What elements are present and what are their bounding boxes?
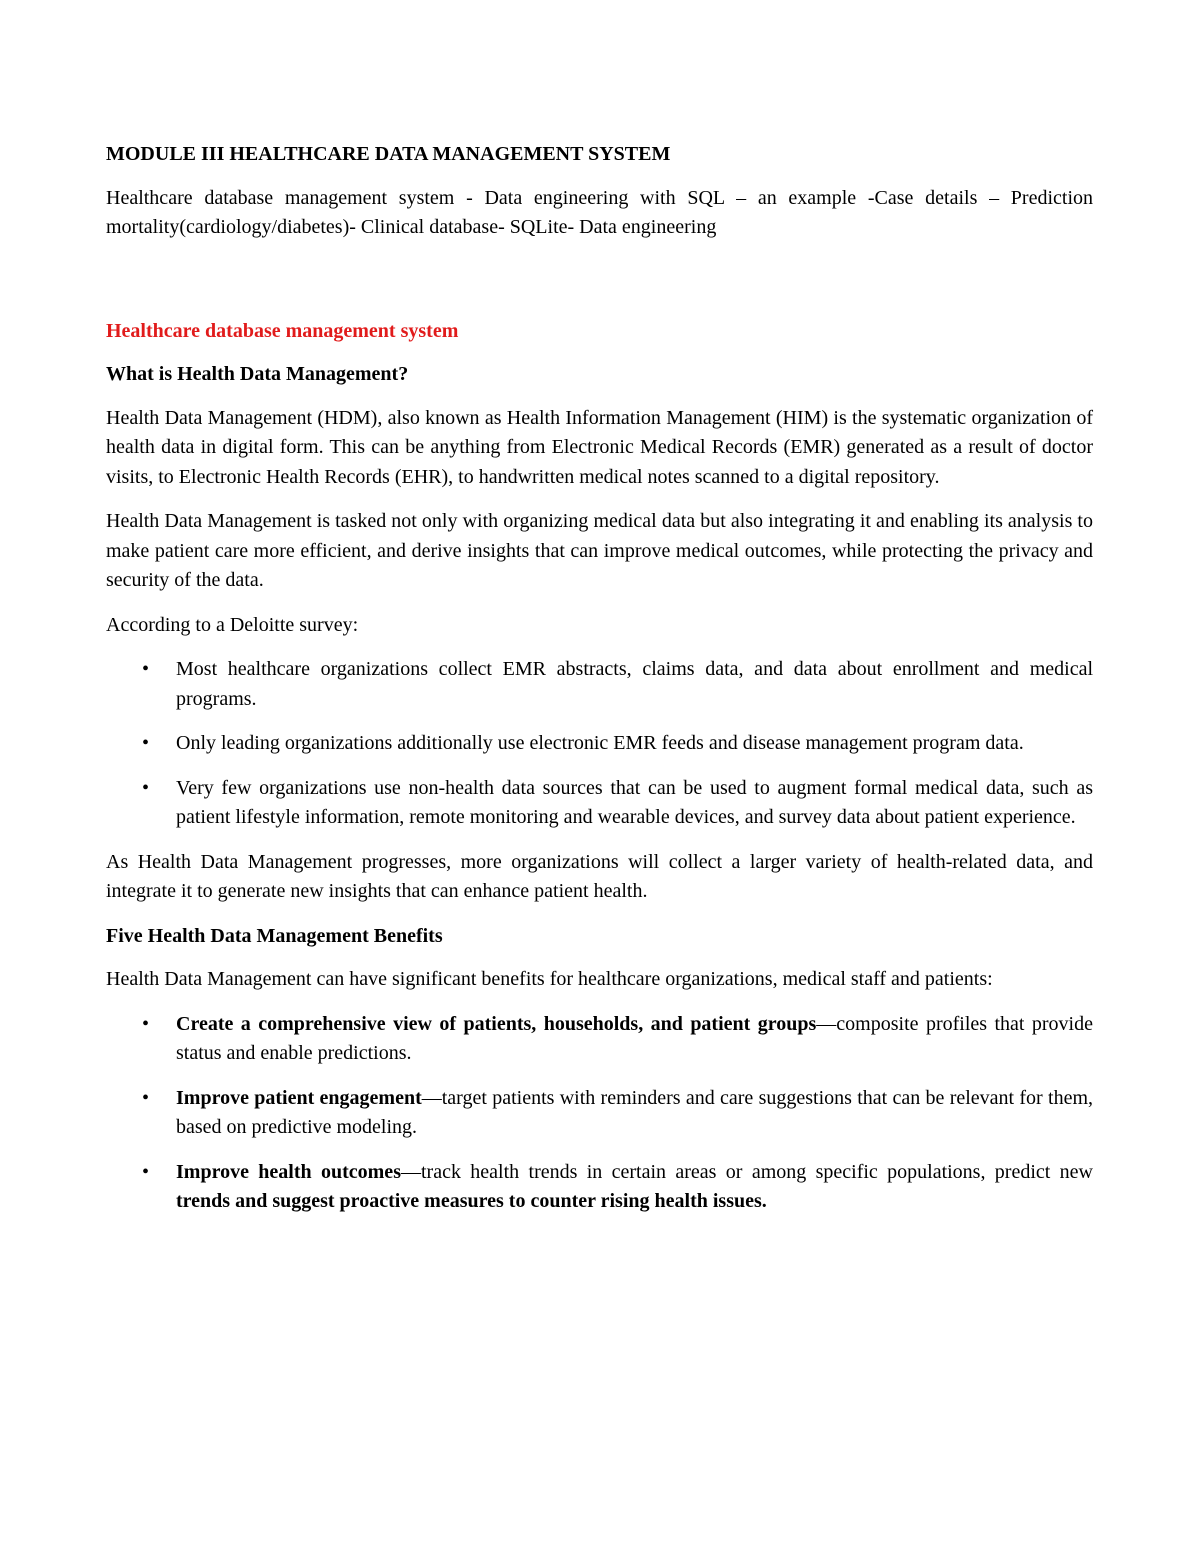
- list-item-text: Only leading organizations additionally use electronic EMR feeds and disease management program data.: [176, 732, 1024, 754]
- benefit-title: Create a comprehensive view of patients, households, and patient groups: [176, 1012, 817, 1035]
- paragraph-hdm-definition: Health Data Management (HDM), also known as Health Information Management (HIM) is the systematic organization of health data in digital form. This can be anything from Electronic Medical Records (EMR) generated as a result of doctor visits, to Electronic Health Records (EHR), to handwritten medical notes scanned to a digital repository.: [106, 406, 1093, 488]
- list-item: [106, 1158, 1093, 1217]
- benefit-description: —track health trends in certain areas or among specific populations, predict new: [400, 1160, 1094, 1183]
- module-title: MODULE III HEALTHCARE DATA MANAGEMENT SYSTEM: [106, 143, 671, 165]
- list-item: [106, 1084, 1093, 1143]
- bullet-icon: •: [142, 658, 150, 680]
- bullet-icon: •: [142, 1160, 150, 1183]
- paragraph-hdm-tasks: Health Data Management is tasked not only with organizing medical data but also integrating it and enabling its analysis to make patient care more efficient, and derive insights that can improve medical outcomes, while protecting the privacy and security of the data.: [106, 510, 1093, 591]
- subheading-what-is-hdm: What is Health Data Management?: [106, 363, 409, 385]
- benefit-description-emphasis: trends and suggest proactive measures to counter rising health issues.: [176, 1190, 767, 1212]
- benefit-title: Improve health outcomes: [176, 1160, 401, 1183]
- list-item-text: Very few organizations use non-health data sources that can be used to augment formal medical data, such as patient lifestyle information, remote monitoring and wearable devices, and survey data about patient experience.: [176, 776, 1093, 828]
- list-item: [106, 729, 1093, 759]
- bullet-icon: •: [142, 732, 150, 754]
- module-intro: Healthcare database management system - Data engineering with SQL – an example -Case details – Prediction mortality(cardiology/diabetes)- Clinical database- SQLite- Data engineering: [106, 186, 1093, 238]
- section-heading: Healthcare database management system: [106, 319, 459, 342]
- benefit-description: —composite profiles that provide status and enable predictions.: [176, 1012, 1093, 1064]
- benefits-bullet-list: [106, 1010, 1093, 1217]
- bullet-icon: •: [142, 1012, 150, 1035]
- document-page: [106, 140, 1093, 1232]
- benefit-description: —target patients with reminders and care suggestions that can be relevant for them, based on predictive modeling.: [176, 1086, 1094, 1138]
- paragraph-benefits-intro: Health Data Management can have significant benefits for healthcare organizations, medical staff and patients:: [106, 968, 993, 990]
- paragraph-deloitte-intro: According to a Deloitte survey:: [106, 613, 359, 636]
- bullet-icon: •: [142, 776, 150, 799]
- benefit-title: Improve patient engagement: [176, 1086, 422, 1109]
- paragraph-hdm-progress: As Health Data Management progresses, more organizations will collect a larger variety of health-related data, and integrate it to generate new insights that can enhance patient health.: [106, 850, 1093, 902]
- subheading-benefits: Five Health Data Management Benefits: [106, 924, 443, 947]
- list-item-text: Most healthcare organizations collect EMR abstracts, claims data, and data about enrollment and medical programs.: [176, 658, 1093, 710]
- list-item: [106, 655, 1093, 714]
- survey-bullet-list: [106, 655, 1093, 833]
- bullet-icon: •: [142, 1086, 150, 1109]
- list-item: [106, 1010, 1093, 1069]
- list-item: [106, 774, 1093, 833]
